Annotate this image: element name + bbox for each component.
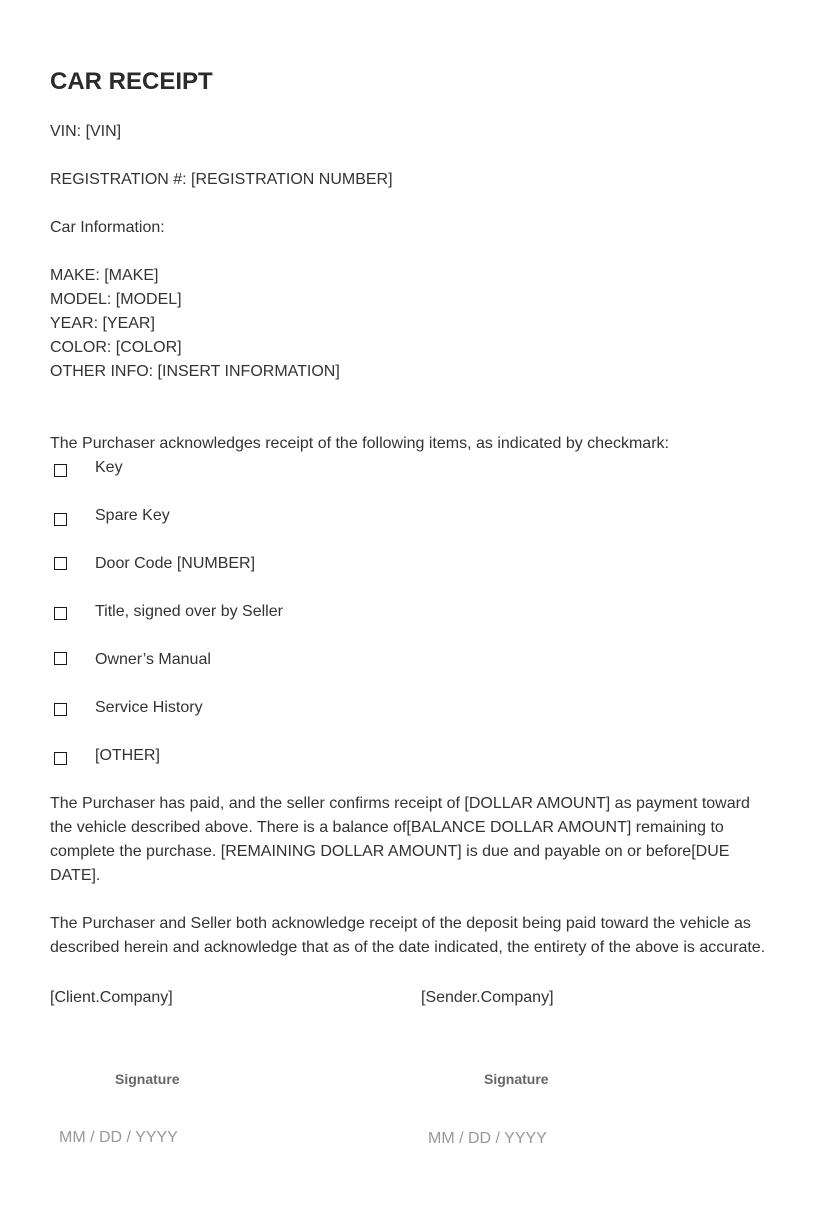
checklist-item-label: Key — [95, 459, 123, 476]
model-line: MODEL: [MODEL] — [50, 291, 182, 308]
registration-line: REGISTRATION #: [REGISTRATION NUMBER] — [50, 171, 393, 188]
spare-key-checkbox[interactable] — [54, 513, 67, 526]
deposit-paragraph: The Purchaser and Seller both acknowledge receipt of the deposit being paid toward the vehicle as described herein and acknowledge that as of the date indicated, the entirety of the above is accurate. — [50, 915, 766, 956]
sender-date-field[interactable] — [428, 1127, 628, 1151]
vin-line: VIN: [VIN] — [50, 123, 122, 140]
checklist-item-label: Spare Key — [95, 507, 170, 524]
other-checkbox[interactable] — [54, 752, 67, 765]
car-info-heading: Car Information: — [50, 219, 165, 236]
owners-manual-checkbox[interactable] — [54, 652, 67, 665]
door-code-checkbox[interactable] — [54, 557, 67, 570]
checklist-item-label: Owner’s Manual — [95, 651, 211, 668]
title-checkbox[interactable] — [54, 607, 67, 620]
other-info-line: OTHER INFO: [INSERT INFORMATION] — [50, 363, 340, 380]
client-company: [Client.Company] — [50, 989, 173, 1006]
payment-paragraph: The Purchaser has paid, and the seller confirms receipt of [DOLLAR AMOUNT] as payment toward the vehicle described above. There is a balance of[BALANCE DOLLAR AMOUNT] remaining to complete the purchase. [REMAINING DOLLAR AMOUNT] is due and payable on or before[DUE DATE]. — [50, 795, 750, 884]
checklist-item-label: Door Code [NUMBER] — [95, 555, 256, 572]
checklist-item-label: Service History — [95, 699, 203, 716]
color-line: COLOR: [COLOR] — [50, 339, 182, 356]
acknowledgement-intro: The Purchaser acknowledges receipt of the following items, as indicated by checkmark: — [50, 435, 669, 452]
checklist-item-label: [OTHER] — [95, 747, 160, 764]
sender-signature-field[interactable]: Signature — [484, 1071, 549, 1087]
checklist-item-label: Title, signed over by Seller — [95, 603, 283, 620]
make-line: MAKE: [MAKE] — [50, 267, 159, 284]
service-history-checkbox[interactable] — [54, 703, 67, 716]
document-title: CAR RECEIPT — [50, 68, 213, 95]
year-line: YEAR: [YEAR] — [50, 315, 155, 332]
key-checkbox[interactable] — [54, 464, 67, 477]
client-date-field[interactable] — [59, 1126, 259, 1150]
sender-company: [Sender.Company] — [421, 989, 554, 1006]
client-signature-field[interactable]: Signature — [115, 1071, 180, 1087]
